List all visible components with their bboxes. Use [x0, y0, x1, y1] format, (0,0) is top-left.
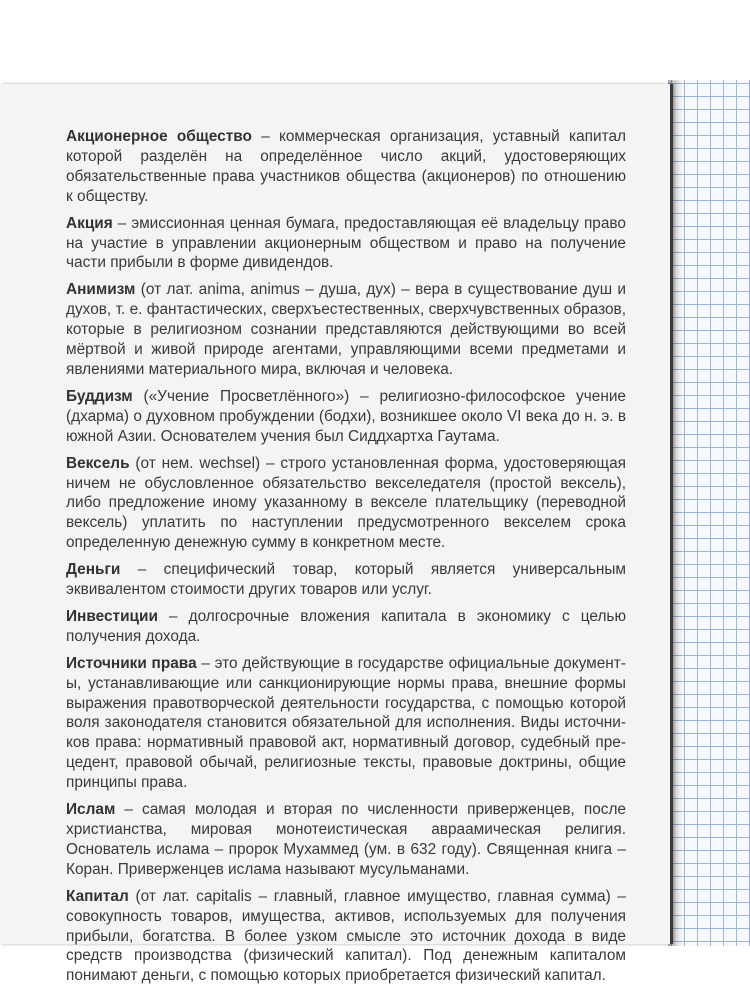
- glossary-entry: [66, 214, 626, 274]
- glossary-term: Анимизм: [66, 281, 136, 299]
- glossary-term: Капитал: [66, 887, 129, 905]
- glossary-term: Вексель: [66, 454, 130, 472]
- glossary-entry: [66, 127, 626, 207]
- glossary-entry: [66, 800, 626, 880]
- glossary-definition: – эмиссионная ценная бумага, предоставляющая её владельцу право на участие в управлении акционерным обществом и право на получение части прибыли в форме дивидендов.: [66, 214, 626, 272]
- glossary-entry: [66, 454, 626, 554]
- glossary-entry: [66, 387, 626, 447]
- glossary-definition: (от лат. anima, animus – душа, дух) – вера в существование душ и духов, т. е. фантастических, сверхъестественных, сверхчувственных образов, которые в религиозном сознании представляются действующими во всей мёртвой и живой природе агентами, управляющими всеми предметами и явлениями материального мира, включая и человека.: [66, 281, 626, 378]
- glossary-definition: – долгосрочные вложения капитала в экономику с целью получения дохода.: [66, 607, 626, 645]
- glossary-definition: («Учение Просветлённого») – религиозно-философское учение (дхарма) о духовном пробуждении (бодхи), возникшее около VI века до н. э. в южной Азии. Основателем учения был Сиддхартха Гаутама.: [66, 387, 626, 445]
- glossary-entry: [66, 887, 626, 987]
- glossary-term: Акционерное общество: [66, 128, 252, 145]
- glossary-entry: [66, 560, 626, 600]
- glossary-definition: – коммерческая организация, уставный капитал которой разделён на определённое число акций, удостоверяющих обязательственные права участников общества (акционеров) по отношению к обществу.: [66, 128, 626, 205]
- glossary-term: Источники права: [66, 654, 197, 672]
- glossary-definition: (от лат. capitalis – главный, главное имущество, главная сумма) – совокупность товаров, имущества, активов, используемых для получения прибыли, богатства. В более узком смысле это источник дохода в виде средств производства (физический капитал). Под денежным капиталом понимают деньги, с помощью которых приобретается физический капитал.: [66, 887, 626, 985]
- glossary-term: Буддизм: [66, 387, 133, 405]
- glossary-definition: – самая молодая и вторая по численности приверженцев, после христианства, мировая монотеистическая авраамическая религия. Основатель ислама – пророк Мухаммед (ум. в 632 году). Священная книга – Коран. Приверженцев ислама называют мусульманами.: [66, 801, 626, 878]
- glossary-term: Акция: [66, 214, 113, 232]
- page-edge: [670, 84, 673, 944]
- glossary-entry: [66, 654, 626, 793]
- glossary-text: [66, 127, 626, 993]
- glossary-term: Деньги: [66, 561, 121, 579]
- glossary-definition: (от нем. wechsel) – строго установленная форма, удостоверяющая ничем не обусловленное обязательство векселедателя (простой вексель), либо предложение иному указанному в векселе плательщику (переводной вексель) уплатить по наступлении предусмотренного векселем срока определенную денежную сумму в конкретном месте.: [66, 454, 626, 552]
- glossary-definition: – специфический товар, который является универсальным эквивалентом стоимости других товаров или услуг.: [66, 561, 626, 599]
- glossary-definition: – это действующие в государстве официальные документы, устанавливающие или санкционирующие нормы права, внешние формы выражения правотворческой деятельности государства, с помощью которой воля законодателя становится обязательной для исполнения. Виды источников права: нормативный правовой акт, нормативный договор, судебный прецедент, правовой обычай, религиозные тексты, правовые доктрины, общие принципы права.: [66, 654, 626, 792]
- glossary-entry: [66, 607, 626, 647]
- glossary-term: Ислам: [66, 801, 116, 819]
- glossary-term: Инвестиции: [66, 607, 158, 625]
- glossary-entry: [66, 280, 626, 380]
